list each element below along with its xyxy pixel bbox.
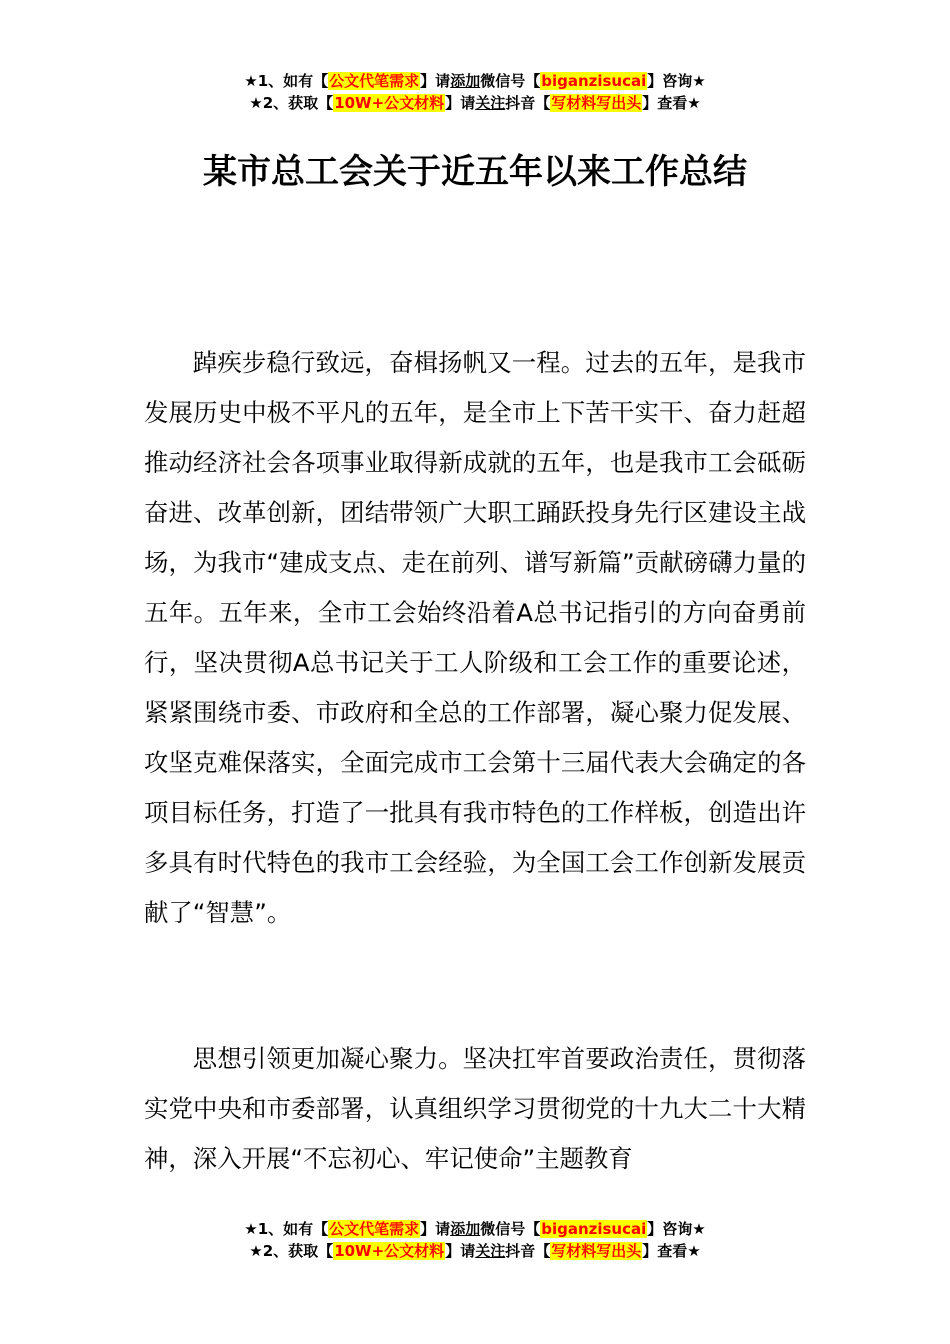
banner-text: 】查看★ xyxy=(642,1242,701,1260)
banner-underlined: 关注 xyxy=(475,94,506,112)
banner-highlight: biganzisucai xyxy=(541,1220,647,1238)
banner-highlight: 公文代笔需求 xyxy=(329,1220,420,1238)
banner-text: 抖音【 xyxy=(505,1242,551,1260)
banner-text: ★1、如有【 xyxy=(244,72,329,90)
banner-text: 微信号【 xyxy=(480,72,541,90)
banner-text: 】请 xyxy=(420,72,451,90)
banner-highlight: 10W+公文材料 xyxy=(334,1242,445,1260)
banner-highlight: biganzisucai xyxy=(541,72,647,90)
banner-highlight: 公文代笔需求 xyxy=(329,72,420,90)
document-title: 某市总工会关于近五年以来工作总结 xyxy=(203,152,747,192)
banner-text: 】查看★ xyxy=(642,94,701,112)
banner-underlined: 添加 xyxy=(450,72,481,90)
banner-text: ★1、如有【 xyxy=(244,1220,329,1238)
banner-text: 】请 xyxy=(445,1242,476,1260)
footer-banner xyxy=(0,1218,950,1262)
banner-text: ★2、获取【 xyxy=(249,1242,334,1260)
banner-text: 微信号【 xyxy=(480,1220,541,1238)
banner-line-1 xyxy=(0,70,950,92)
banner-underlined: 关注 xyxy=(475,1242,506,1260)
body-paragraph-2: 思想引领更加凝心聚力。坚决扛牢首要政治责任，贯彻落实党中央和市委部署，认真组织学习贯彻党的十九大二十大精神，深入开展“不忘初心、牢记使命”主题教育 xyxy=(144,1044,806,1173)
banner-text: ★2、获取【 xyxy=(249,94,334,112)
banner-underlined: 添加 xyxy=(450,1220,481,1238)
banner-text: 】咨询★ xyxy=(647,1220,706,1238)
header-banner xyxy=(0,70,950,114)
body-paragraph-1: 踔疾步稳行致远，奋楫扬帆又一程。过去的五年，是我市发展历史中极不平凡的五年，是全市上下苦干实干、奋力赶超推动经济社会各项事业取得新成就的五年，也是我市工会砥砺奋进、改革创新，团结带领广大职工踊跃投身先行区建设主战场，为我市“建成支点、走在前列、谱写新篇”贡献磅礴力量的五年。五年来，全市工会始终沿着A总书记指引的方向奋勇前行，坚决贯彻A总书记关于工人阶级和工会工作的重要论述，紧紧围绕市委、市政府和全总的工作部署，凝心聚力促发展、攻坚克难保落实，全面完成市工会第十三届代表大会确定的各项目标任务，打造了一批具有我市特色的工作样板，创造出许多具有时代特色的我市工会经验，为全国工会工作创新发展贡献了“智慧”。 xyxy=(144,348,806,927)
banner-text: 】咨询★ xyxy=(647,72,706,90)
banner-text: 抖音【 xyxy=(505,94,551,112)
banner-line-2 xyxy=(0,92,950,114)
banner-highlight: 写材料写出头 xyxy=(551,1242,642,1260)
banner-text: 】请 xyxy=(420,1220,451,1238)
banner-highlight: 10W+公文材料 xyxy=(334,94,445,112)
banner-line-2 xyxy=(0,1240,950,1262)
banner-highlight: 写材料写出头 xyxy=(551,94,642,112)
banner-text: 】请 xyxy=(445,94,476,112)
banner-line-1 xyxy=(0,1218,950,1240)
